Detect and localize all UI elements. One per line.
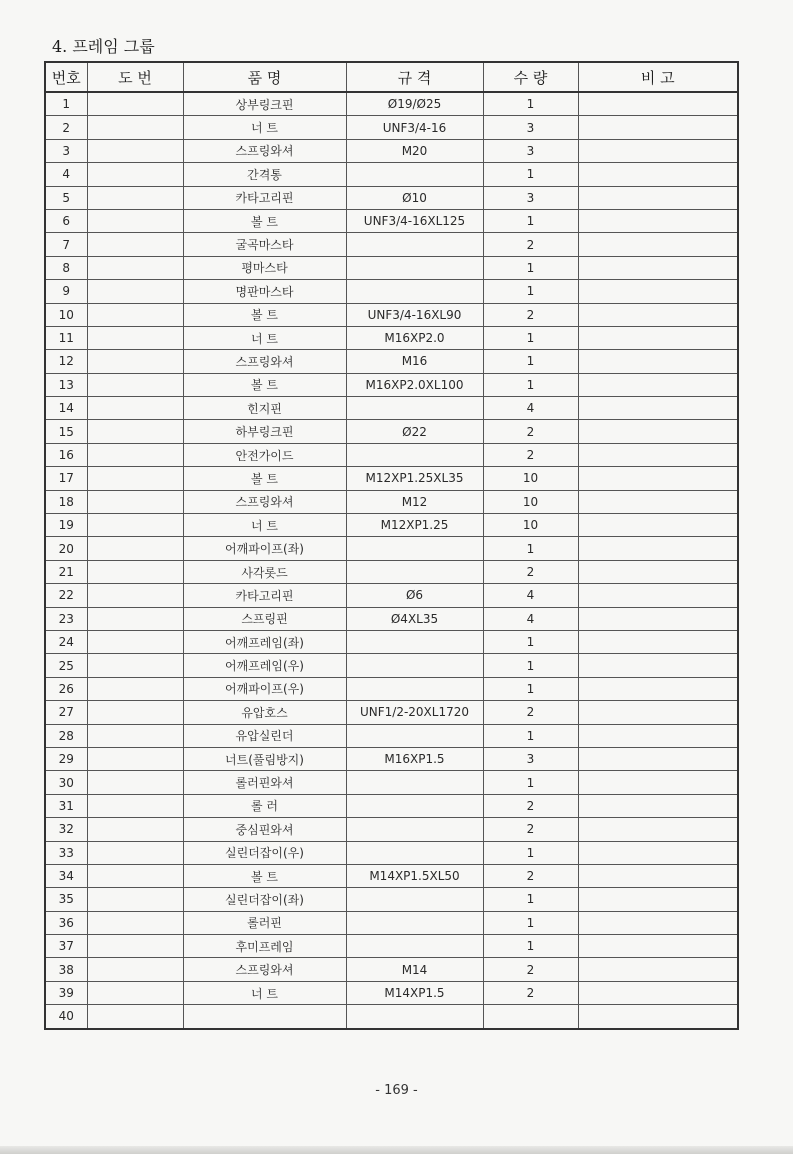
cell-quantity: 3	[483, 747, 578, 770]
cell-part-name: 스프링와셔	[183, 350, 346, 373]
cell-number: 25	[45, 654, 87, 677]
cell-drawing-no	[87, 116, 183, 139]
cell-part-name: 카타고리핀	[183, 186, 346, 209]
table-row	[45, 841, 738, 864]
cell-remarks	[578, 490, 738, 513]
cell-drawing-no	[87, 864, 183, 887]
cell-spec: M12	[346, 490, 483, 513]
cell-drawing-no	[87, 935, 183, 958]
table-row	[45, 490, 738, 513]
cell-part-name: 간격통	[183, 163, 346, 186]
cell-quantity: 3	[483, 116, 578, 139]
header-spec: 규 격	[346, 62, 483, 92]
cell-number: 16	[45, 443, 87, 466]
cell-spec	[346, 724, 483, 747]
table-row	[45, 701, 738, 724]
cell-number: 15	[45, 420, 87, 443]
cell-spec: M16XP2.0XL100	[346, 373, 483, 396]
cell-number: 29	[45, 747, 87, 770]
cell-number: 19	[45, 514, 87, 537]
cell-quantity: 1	[483, 163, 578, 186]
cell-remarks	[578, 537, 738, 560]
cell-number: 35	[45, 888, 87, 911]
table-row	[45, 864, 738, 887]
cell-spec: Ø4XL35	[346, 607, 483, 630]
table-row	[45, 537, 738, 560]
cell-drawing-no	[87, 560, 183, 583]
cell-spec: M14	[346, 958, 483, 981]
cell-quantity: 1	[483, 630, 578, 653]
table-row	[45, 630, 738, 653]
cell-remarks	[578, 794, 738, 817]
cell-number: 30	[45, 771, 87, 794]
cell-drawing-no	[87, 209, 183, 232]
cell-part-name: 롤러핀	[183, 911, 346, 934]
cell-spec: UNF3/4-16XL90	[346, 303, 483, 326]
cell-remarks	[578, 233, 738, 256]
cell-drawing-no	[87, 584, 183, 607]
cell-drawing-no	[87, 256, 183, 279]
cell-remarks	[578, 724, 738, 747]
cell-spec	[346, 794, 483, 817]
table-row	[45, 139, 738, 162]
cell-drawing-no	[87, 607, 183, 630]
cell-quantity: 1	[483, 256, 578, 279]
cell-remarks	[578, 350, 738, 373]
cell-number: 9	[45, 280, 87, 303]
cell-drawing-no	[87, 841, 183, 864]
cell-spec	[346, 537, 483, 560]
table-row	[45, 326, 738, 349]
cell-quantity: 1	[483, 280, 578, 303]
cell-number: 31	[45, 794, 87, 817]
cell-remarks	[578, 326, 738, 349]
cell-number: 32	[45, 818, 87, 841]
cell-spec: M12XP1.25XL35	[346, 467, 483, 490]
cell-spec: Ø22	[346, 420, 483, 443]
cell-number: 18	[45, 490, 87, 513]
cell-quantity: 2	[483, 958, 578, 981]
cell-quantity: 1	[483, 326, 578, 349]
cell-quantity: 1	[483, 935, 578, 958]
cell-spec	[346, 677, 483, 700]
cell-part-name: 하부링크핀	[183, 420, 346, 443]
cell-remarks	[578, 771, 738, 794]
cell-part-name: 롤 러	[183, 794, 346, 817]
cell-quantity: 2	[483, 233, 578, 256]
table-row	[45, 420, 738, 443]
cell-remarks	[578, 139, 738, 162]
cell-spec	[346, 397, 483, 420]
cell-remarks	[578, 443, 738, 466]
cell-quantity: 1	[483, 654, 578, 677]
table-row	[45, 209, 738, 232]
header-remarks: 비 고	[578, 62, 738, 92]
cell-quantity: 10	[483, 467, 578, 490]
cell-part-name: 어깨프레임(좌)	[183, 630, 346, 653]
cell-number: 17	[45, 467, 87, 490]
cell-remarks	[578, 397, 738, 420]
cell-number: 12	[45, 350, 87, 373]
table-row	[45, 280, 738, 303]
cell-part-name: 스프링와셔	[183, 490, 346, 513]
table-row	[45, 397, 738, 420]
cell-quantity: 1	[483, 841, 578, 864]
cell-number: 22	[45, 584, 87, 607]
page-number: - 169 -	[375, 1083, 418, 1098]
cell-quantity: 2	[483, 420, 578, 443]
cell-part-name: 너트(풀림방지)	[183, 747, 346, 770]
cell-drawing-no	[87, 724, 183, 747]
table-row	[45, 935, 738, 958]
cell-drawing-no	[87, 911, 183, 934]
cell-number: 27	[45, 701, 87, 724]
cell-remarks	[578, 607, 738, 630]
cell-number: 24	[45, 630, 87, 653]
cell-part-name: 실린더잡이(좌)	[183, 888, 346, 911]
cell-quantity: 10	[483, 514, 578, 537]
cell-remarks	[578, 92, 738, 116]
scan-edge	[0, 1146, 793, 1154]
cell-part-name: 볼 트	[183, 209, 346, 232]
cell-quantity: 1	[483, 771, 578, 794]
cell-spec	[346, 163, 483, 186]
cell-spec: UNF1/2-20XL1720	[346, 701, 483, 724]
table-row	[45, 443, 738, 466]
cell-part-name: 볼 트	[183, 373, 346, 396]
cell-quantity: 4	[483, 397, 578, 420]
cell-quantity: 1	[483, 350, 578, 373]
table-row	[45, 560, 738, 583]
table-header-row	[45, 62, 738, 92]
cell-remarks	[578, 303, 738, 326]
cell-remarks	[578, 116, 738, 139]
cell-part-name: 볼 트	[183, 303, 346, 326]
table-row	[45, 303, 738, 326]
cell-spec: UNF3/4-16	[346, 116, 483, 139]
cell-remarks	[578, 935, 738, 958]
cell-quantity: 4	[483, 607, 578, 630]
table-row	[45, 888, 738, 911]
cell-number: 20	[45, 537, 87, 560]
cell-drawing-no	[87, 92, 183, 116]
cell-spec	[346, 935, 483, 958]
cell-spec	[346, 1005, 483, 1029]
cell-drawing-no	[87, 326, 183, 349]
cell-number: 14	[45, 397, 87, 420]
cell-number: 3	[45, 139, 87, 162]
cell-quantity: 1	[483, 677, 578, 700]
cell-number: 1	[45, 92, 87, 116]
cell-quantity: 10	[483, 490, 578, 513]
cell-quantity: 2	[483, 818, 578, 841]
cell-quantity: 1	[483, 373, 578, 396]
cell-remarks	[578, 1005, 738, 1029]
cell-drawing-no	[87, 888, 183, 911]
table-row	[45, 654, 738, 677]
table-row	[45, 116, 738, 139]
cell-number: 23	[45, 607, 87, 630]
cell-quantity	[483, 1005, 578, 1029]
table-row	[45, 981, 738, 1004]
table-row	[45, 373, 738, 396]
cell-quantity: 2	[483, 303, 578, 326]
cell-number: 8	[45, 256, 87, 279]
cell-quantity: 1	[483, 537, 578, 560]
cell-drawing-no	[87, 373, 183, 396]
cell-quantity: 3	[483, 139, 578, 162]
parts-table-body	[45, 92, 738, 1029]
cell-number: 34	[45, 864, 87, 887]
cell-drawing-no	[87, 139, 183, 162]
cell-part-name: 중심핀와셔	[183, 818, 346, 841]
cell-number: 2	[45, 116, 87, 139]
cell-remarks	[578, 958, 738, 981]
table-row	[45, 1005, 738, 1029]
cell-part-name: 너 트	[183, 116, 346, 139]
header-drawing-no: 도 번	[87, 62, 183, 92]
cell-number: 10	[45, 303, 87, 326]
cell-number: 6	[45, 209, 87, 232]
cell-number: 37	[45, 935, 87, 958]
cell-drawing-no	[87, 233, 183, 256]
cell-quantity: 1	[483, 911, 578, 934]
cell-part-name: 실린더잡이(우)	[183, 841, 346, 864]
cell-remarks	[578, 981, 738, 1004]
cell-spec	[346, 818, 483, 841]
cell-remarks	[578, 841, 738, 864]
cell-spec	[346, 256, 483, 279]
cell-drawing-no	[87, 443, 183, 466]
cell-spec	[346, 630, 483, 653]
cell-number: 11	[45, 326, 87, 349]
cell-number: 7	[45, 233, 87, 256]
cell-quantity: 3	[483, 186, 578, 209]
cell-drawing-no	[87, 420, 183, 443]
table-row	[45, 186, 738, 209]
cell-part-name: 명판마스타	[183, 280, 346, 303]
cell-part-name: 유압실린더	[183, 724, 346, 747]
cell-spec	[346, 654, 483, 677]
cell-number: 38	[45, 958, 87, 981]
cell-remarks	[578, 163, 738, 186]
cell-drawing-no	[87, 630, 183, 653]
cell-remarks	[578, 209, 738, 232]
cell-quantity: 1	[483, 92, 578, 116]
cell-drawing-no	[87, 818, 183, 841]
cell-spec: M20	[346, 139, 483, 162]
cell-quantity: 2	[483, 560, 578, 583]
cell-remarks	[578, 911, 738, 934]
cell-part-name: 후미프레임	[183, 935, 346, 958]
cell-quantity: 2	[483, 794, 578, 817]
cell-spec	[346, 841, 483, 864]
cell-spec	[346, 560, 483, 583]
header-part-name: 품 명	[183, 62, 346, 92]
table-row	[45, 607, 738, 630]
cell-remarks	[578, 560, 738, 583]
cell-remarks	[578, 256, 738, 279]
table-row	[45, 92, 738, 116]
cell-drawing-no	[87, 514, 183, 537]
cell-remarks	[578, 701, 738, 724]
cell-part-name: 카타고리핀	[183, 584, 346, 607]
cell-number: 13	[45, 373, 87, 396]
cell-remarks	[578, 584, 738, 607]
cell-number: 4	[45, 163, 87, 186]
header-number: 번호	[45, 62, 87, 92]
cell-part-name: 사각롯드	[183, 560, 346, 583]
cell-part-name: 스프링와셔	[183, 139, 346, 162]
cell-drawing-no	[87, 397, 183, 420]
cell-number: 28	[45, 724, 87, 747]
cell-remarks	[578, 747, 738, 770]
cell-drawing-no	[87, 701, 183, 724]
table-row	[45, 818, 738, 841]
cell-spec	[346, 233, 483, 256]
cell-spec: M16	[346, 350, 483, 373]
cell-spec: UNF3/4-16XL125	[346, 209, 483, 232]
cell-remarks	[578, 186, 738, 209]
cell-part-name: 굴곡마스타	[183, 233, 346, 256]
cell-part-name: 어깨파이프(좌)	[183, 537, 346, 560]
cell-drawing-no	[87, 186, 183, 209]
table-row	[45, 467, 738, 490]
cell-part-name: 롤러핀와셔	[183, 771, 346, 794]
table-row	[45, 163, 738, 186]
cell-drawing-no	[87, 981, 183, 1004]
cell-part-name: 유압호스	[183, 701, 346, 724]
header-quantity: 수 량	[483, 62, 578, 92]
table-row	[45, 724, 738, 747]
cell-number: 40	[45, 1005, 87, 1029]
table-row	[45, 958, 738, 981]
cell-remarks	[578, 654, 738, 677]
cell-remarks	[578, 864, 738, 887]
cell-drawing-no	[87, 467, 183, 490]
cell-part-name	[183, 1005, 346, 1029]
table-row	[45, 584, 738, 607]
cell-spec	[346, 911, 483, 934]
cell-remarks	[578, 373, 738, 396]
cell-remarks	[578, 467, 738, 490]
cell-number: 21	[45, 560, 87, 583]
cell-quantity: 2	[483, 864, 578, 887]
cell-drawing-no	[87, 747, 183, 770]
cell-drawing-no	[87, 677, 183, 700]
cell-number: 33	[45, 841, 87, 864]
cell-quantity: 4	[483, 584, 578, 607]
cell-spec	[346, 280, 483, 303]
cell-part-name: 스프링핀	[183, 607, 346, 630]
cell-spec: Ø10	[346, 186, 483, 209]
cell-drawing-no	[87, 1005, 183, 1029]
table-row	[45, 771, 738, 794]
cell-quantity: 2	[483, 443, 578, 466]
table-row	[45, 514, 738, 537]
cell-remarks	[578, 677, 738, 700]
cell-quantity: 1	[483, 724, 578, 747]
cell-number: 36	[45, 911, 87, 934]
page-title: 4. 프레임 그룹	[52, 37, 155, 56]
cell-part-name: 너 트	[183, 514, 346, 537]
cell-drawing-no	[87, 490, 183, 513]
cell-number: 26	[45, 677, 87, 700]
cell-drawing-no	[87, 771, 183, 794]
cell-part-name: 볼 트	[183, 864, 346, 887]
cell-spec: M16XP2.0	[346, 326, 483, 349]
cell-part-name: 평마스타	[183, 256, 346, 279]
table-row	[45, 233, 738, 256]
cell-spec	[346, 771, 483, 794]
cell-spec: M12XP1.25	[346, 514, 483, 537]
cell-quantity: 1	[483, 209, 578, 232]
table-row	[45, 350, 738, 373]
cell-drawing-no	[87, 794, 183, 817]
cell-part-name: 어깨파이프(우)	[183, 677, 346, 700]
cell-drawing-no	[87, 537, 183, 560]
cell-remarks	[578, 888, 738, 911]
cell-quantity: 1	[483, 888, 578, 911]
cell-part-name: 힌지핀	[183, 397, 346, 420]
cell-number: 5	[45, 186, 87, 209]
cell-part-name: 너 트	[183, 326, 346, 349]
cell-drawing-no	[87, 958, 183, 981]
cell-spec: M14XP1.5	[346, 981, 483, 1004]
cell-drawing-no	[87, 163, 183, 186]
table-row	[45, 911, 738, 934]
cell-part-name: 안전가이드	[183, 443, 346, 466]
cell-remarks	[578, 818, 738, 841]
cell-part-name: 너 트	[183, 981, 346, 1004]
cell-part-name: 스프링와셔	[183, 958, 346, 981]
cell-part-name: 볼 트	[183, 467, 346, 490]
cell-remarks	[578, 630, 738, 653]
table-row	[45, 677, 738, 700]
cell-number: 39	[45, 981, 87, 1004]
table-row	[45, 256, 738, 279]
cell-drawing-no	[87, 654, 183, 677]
cell-spec: M14XP1.5XL50	[346, 864, 483, 887]
parts-table	[44, 61, 739, 1030]
cell-spec	[346, 888, 483, 911]
cell-remarks	[578, 420, 738, 443]
cell-quantity: 2	[483, 981, 578, 1004]
cell-spec: M16XP1.5	[346, 747, 483, 770]
table-row	[45, 794, 738, 817]
cell-remarks	[578, 280, 738, 303]
cell-drawing-no	[87, 303, 183, 326]
cell-spec	[346, 443, 483, 466]
table-row	[45, 747, 738, 770]
cell-part-name: 상부링크핀	[183, 92, 346, 116]
cell-part-name: 어깨프레임(우)	[183, 654, 346, 677]
cell-drawing-no	[87, 350, 183, 373]
cell-quantity: 2	[483, 701, 578, 724]
cell-spec: Ø19/Ø25	[346, 92, 483, 116]
cell-drawing-no	[87, 280, 183, 303]
cell-remarks	[578, 514, 738, 537]
cell-spec: Ø6	[346, 584, 483, 607]
